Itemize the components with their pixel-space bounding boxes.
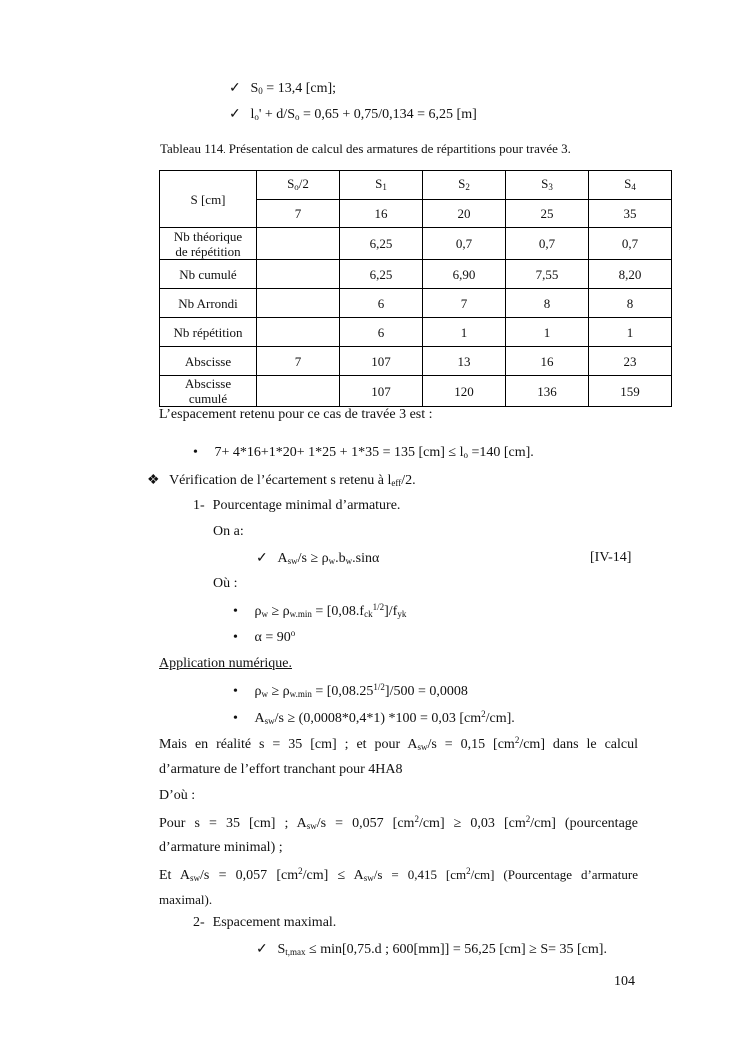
- row-label: Nb cumulé: [160, 260, 257, 289]
- table-cell: 20: [423, 200, 506, 228]
- bullet-sum: • 7+ 4*16+1*20+ 1*25 + 1*35 = 135 $[cm] \le l_o =140$ [cm].: [193, 445, 534, 460]
- table-cell: 23: [589, 347, 672, 376]
- espacement-text: L’espacement retenu pour ce cas de travée 3 est :: [159, 407, 433, 422]
- bullet-icon: •: [233, 630, 238, 645]
- table-cell: 159: [589, 376, 672, 407]
- table-cell: 120: [423, 376, 506, 407]
- table-cell: 1: [423, 318, 506, 347]
- table-cell: 6: [340, 318, 423, 347]
- table-cell: 25: [506, 200, 589, 228]
- pour-line-1: Pour s = 35 [cm] ; $A_{sw}/s = 0,057$ $[cm^2/cm] \ge 0,03$ $[cm^2/cm]$ (pourcentage: [159, 814, 638, 831]
- formula-asw: ✓ $A_{sw}/s \ge \rho_w.b_w.\sin\alpha$: [256, 551, 380, 566]
- table-cell: 107: [340, 347, 423, 376]
- bullet-icon: •: [233, 684, 238, 699]
- on-a-text: On a:: [213, 524, 244, 539]
- table-cell: 35: [589, 200, 672, 228]
- stmax-formula: ✓ $S_{t,max} \le \min[0,75.d$ ; 600[mm]] = 56,25 [cm] ≥ S= 35 [cm].: [256, 942, 607, 957]
- table-cell: 6,25: [340, 228, 423, 260]
- app-rho: • $\rho_w \ge \rho_{w.min} = [0,08.25^{1/2}]/500 = 0,0008$: [233, 682, 468, 699]
- table-cell: [257, 376, 340, 407]
- table-header-cell: $S_3$: [506, 171, 589, 200]
- table-cell: 8,20: [589, 260, 672, 289]
- table-cell: 7: [257, 200, 340, 228]
- row-label: Abscisse cumulé: [160, 376, 257, 407]
- page-number: 104: [614, 974, 635, 989]
- table-header-cell: $S_4$: [589, 171, 672, 200]
- check-icon: ✓: [256, 942, 268, 957]
- table-cell: 7: [423, 289, 506, 318]
- section-2-heading: 2- Espacement maximal.: [193, 915, 337, 930]
- row-label: Abscisse: [160, 347, 257, 376]
- table-cell: 136: [506, 376, 589, 407]
- table-row: [160, 318, 672, 347]
- equation-reference: [IV-14]: [590, 550, 632, 565]
- mais-line-1: Mais en réalité s = 35 [cm] ; et pour $A_{sw}/s = 0,15$ $[cm^2/cm]$ dans le calcul: [159, 735, 639, 752]
- table-cell: 6: [340, 289, 423, 318]
- table-cell: 0,7: [589, 228, 672, 260]
- table-header-cell: $S_o/2$: [257, 171, 340, 200]
- table-row: [160, 289, 672, 318]
- table-header-cell: $S_2$: [423, 171, 506, 200]
- rho-definition: • $\rho_w \ge \rho_{w.min} = [0,08.f_{ck}^{1/2}]/f_{yk}$: [233, 602, 407, 619]
- bullet-icon: •: [193, 445, 198, 460]
- row-label: Nb Arrondi: [160, 289, 257, 318]
- table-header-cell: $S_1$: [340, 171, 423, 200]
- table-cell: 7,55: [506, 260, 589, 289]
- table-row: [160, 260, 672, 289]
- table-cell: [257, 260, 340, 289]
- verification-heading: ❖ Vérification de l’écartement s retenu à $l_{eff}/2$.: [147, 473, 416, 488]
- table-cell: 16: [340, 200, 423, 228]
- table-cell: 6,90: [423, 260, 506, 289]
- et-line-2: maximal).: [159, 892, 213, 907]
- table-cell: 6,25: [340, 260, 423, 289]
- table-cell: 8: [589, 289, 672, 318]
- app-asw: • $A_{sw}/s \ge (0,0008*0,4*1) *100 = 0,03$ $[cm^2/cm]$.: [233, 709, 515, 726]
- table-cell: 0,7: [423, 228, 506, 260]
- bullet-icon: •: [233, 604, 238, 619]
- row-label: Nb théorique de répétition: [160, 228, 257, 260]
- application-heading: Application numérique.: [159, 656, 292, 671]
- table-cell: 8: [506, 289, 589, 318]
- row-label: Nb répétition: [160, 318, 257, 347]
- table-row: [160, 347, 672, 376]
- table-cell: 7: [257, 347, 340, 376]
- table-cell: 1: [506, 318, 589, 347]
- check-icon: ✓: [229, 81, 241, 96]
- dou-text: D’où :: [159, 788, 196, 803]
- alpha-definition: • $\alpha = 90^o$: [233, 628, 296, 645]
- check-item-s0: ✓ $S_0 = 13,4$ [cm];: [229, 81, 337, 96]
- ou-text: Où :: [213, 576, 238, 591]
- table-caption: Tableau 114. Présentation de calcul des armatures de répartitions pour travée 3.: [160, 141, 571, 156]
- table-cell: [257, 318, 340, 347]
- diamond-bullet-icon: ❖: [147, 473, 160, 488]
- check-icon: ✓: [256, 551, 268, 566]
- section-1-heading: 1- Pourcentage minimal d’armature.: [193, 498, 401, 513]
- mais-line-2: d’armature de l’effort tranchant pour 4HA8: [159, 762, 403, 777]
- table-cell: 0,7: [506, 228, 589, 260]
- table-corner-cell: S [cm]: [160, 171, 257, 228]
- check-icon: ✓: [229, 107, 241, 122]
- table-cell: 13: [423, 347, 506, 376]
- table-cell: 16: [506, 347, 589, 376]
- table-row: [160, 228, 672, 260]
- pour-line-2: d’armature minimal) ;: [159, 840, 283, 855]
- repartition-table: [159, 170, 672, 407]
- table-row: [160, 376, 672, 407]
- table-cell: 1: [589, 318, 672, 347]
- table-cell: [257, 289, 340, 318]
- et-line-1: Et $A_{sw}/s = 0,057$ $[cm^2/cm] \le A_{sw}/s = 0,415$ $[cm^2/cm]$ (Pourcentage d’armature: [159, 866, 638, 883]
- table-cell: 107: [340, 376, 423, 407]
- bullet-icon: •: [233, 711, 238, 726]
- check-item-l0: ✓ $l_o' + d/S_o = 0,65 + 0,75/0,134 = 6,25$ [m]: [229, 107, 477, 122]
- table-cell: [257, 228, 340, 260]
